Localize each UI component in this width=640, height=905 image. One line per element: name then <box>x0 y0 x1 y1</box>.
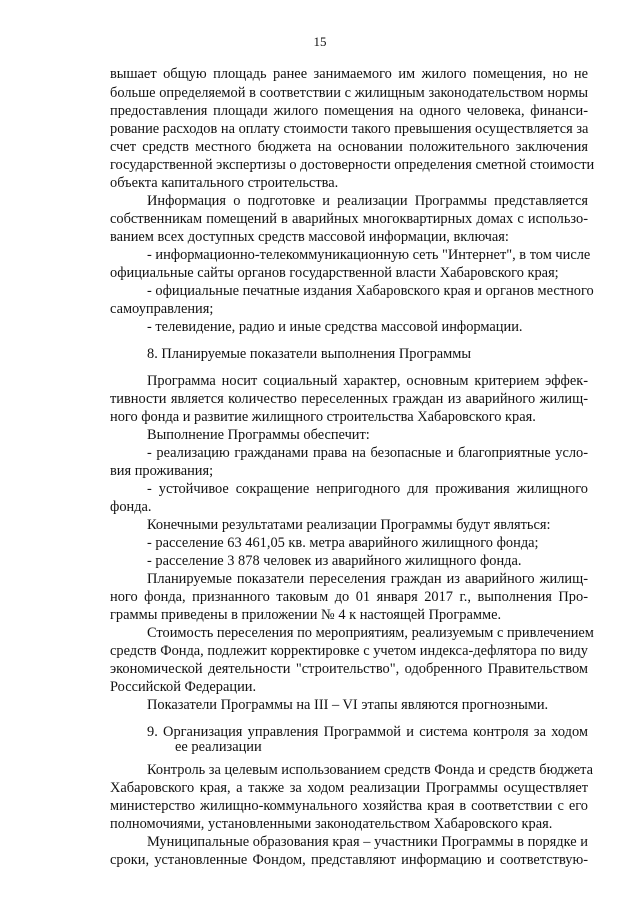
text-line: министерство жилищно-коммунального хозяйства края в соответствии с его <box>110 798 588 814</box>
text-line: Хабаровского края, а также за ходом реализации Программы осуществляет <box>110 780 588 796</box>
text-line: государственной экспертизы о достоверности определения сметной стоимости <box>110 157 595 173</box>
text-line: самоуправления; <box>110 301 214 317</box>
text-line: Планируемые показатели переселения граждан из аварийного жилищ- <box>147 571 588 587</box>
text-line: Программа носит социальный характер, основным критерием эффек- <box>147 373 588 389</box>
text-line: граммы приведены в приложении № 4 к настоящей Программе. <box>110 607 502 623</box>
section-heading: 9. Организация управления Программой и система контроля за ходом <box>147 724 588 740</box>
text-line: больше определяемой в соответствии с жилищным законодательством нормы <box>110 85 588 101</box>
text-line: счет средств местного бюджета на основании положительного заключения <box>110 139 588 155</box>
text-line: Показатели Программы на III – VI этапы являются прогнозными. <box>147 697 549 713</box>
text-line: официальные сайты органов государственной власти Хабаровского края; <box>110 265 559 281</box>
text-line: предоставления площади жилого помещения на одного человека, финанси- <box>110 103 588 119</box>
text-line: Российской Федерации. <box>110 679 257 695</box>
list-item: - телевидение, радио и иные средства массовой информации. <box>147 319 523 335</box>
text-line: Муниципальные образования края – участники Программы в порядке и <box>147 834 588 850</box>
section-heading-continuation: ее реализации <box>175 739 262 755</box>
text-line: объекта капитального строительства. <box>110 175 339 191</box>
text-line: сроки, установленные Фондом, представляют информацию и соответствую- <box>110 852 588 868</box>
text-line: вышает общую площадь ранее занимаемого им жилого помещения, но не <box>110 66 588 82</box>
text-line: экономической деятельности "строительство", одобренного Правительством <box>110 661 588 677</box>
list-item: - официальные печатные издания Хабаровского края и органов местного <box>147 283 594 299</box>
list-item: - расселение 63 461,05 кв. метра аварийного жилищного фонда; <box>147 535 539 551</box>
text-line: ванием всех доступных средств массовой информации, включая: <box>110 229 509 245</box>
text-line: рование расходов на оплату стоимости такого превышения осуществляется за <box>110 121 589 137</box>
text-line: фонда. <box>110 499 152 515</box>
list-item: - расселение 3 878 человек из аварийного жилищного фонда. <box>147 553 522 569</box>
list-item: - реализацию гражданами права на безопасные и благоприятные усло- <box>147 445 588 461</box>
text-line: средств Фонда, подлежит корректировке с учетом индекса-дефлятора по виду <box>110 643 588 659</box>
section-heading: 8. Планируемые показатели выполнения Программы <box>147 346 472 362</box>
list-item: - устойчивое сокращение непригодного для проживания жилищного <box>147 481 588 497</box>
page-number: 15 <box>313 34 327 49</box>
text-line: Стоимость переселения по мероприятиям, реализуемым с привлечением <box>147 625 594 641</box>
text-line: вия проживания; <box>110 463 214 479</box>
text-line: ного фонда, признанного таковым до 01 января 2017 г., выполнения Про- <box>110 589 588 605</box>
text-line: Контроль за целевым использованием средств Фонда и средств бюджета <box>147 762 593 778</box>
text-line: тивности является количество переселенных граждан из аварийного жилищ- <box>110 391 588 407</box>
list-item: - информационно-телекоммуникационную сеть "Интернет", в том числе <box>147 247 591 263</box>
text-line: Выполнение Программы обеспечит: <box>147 427 370 443</box>
text-line: полномочиями, установленными законодательством Хабаровского края. <box>110 816 553 832</box>
text-line: Информация о подготовке и реализации Программы представляется <box>147 193 588 209</box>
text-line: собственникам помещений в аварийных многоквартирных домах с использо- <box>110 211 588 227</box>
text-line: Конечными результатами реализации Программы будут являться: <box>147 517 551 533</box>
text-line: ного фонда и развитие жилищного строительства Хабаровского края. <box>110 409 536 425</box>
